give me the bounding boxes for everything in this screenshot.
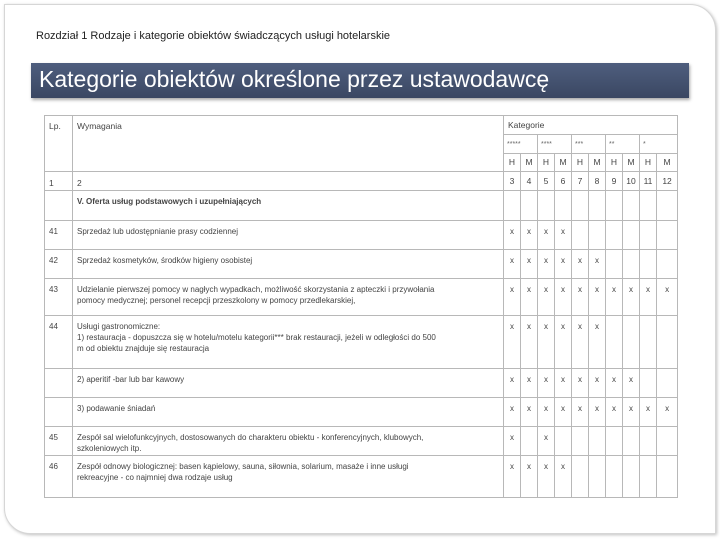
description-line: Udzielanie pierwszej pomocy w nagłych wypadkach, możliwość skorzystania z apteczki i przywołania [77, 285, 435, 294]
category-mark: x [572, 250, 589, 279]
table-row [45, 427, 678, 456]
description-line: 1) restauracja - dopuszcza się w hotelu/motelu kategorii*** brak restauracji, jeżeli w odległości do 500 [77, 333, 436, 342]
stars-4: **** [538, 135, 572, 154]
table-row [45, 456, 678, 498]
category-mark: x [657, 279, 678, 316]
section-heading: V. Oferta usług podstawowych i uzupełniających [73, 191, 504, 221]
title-banner [31, 63, 689, 98]
hm-cell: M [623, 154, 640, 172]
category-mark: x [504, 250, 521, 279]
category-mark: x [538, 279, 555, 316]
category-mark: x [521, 250, 538, 279]
row-lp: 41 [45, 221, 73, 250]
category-mark: x [504, 369, 521, 398]
row-lp [45, 369, 73, 398]
stars-3: *** [572, 135, 606, 154]
category-mark: x [657, 398, 678, 427]
row-lp: 43 [45, 279, 73, 316]
col-categories-header: Kategorie [504, 116, 678, 135]
category-mark: x [521, 456, 538, 498]
category-mark [606, 316, 623, 369]
category-mark [606, 456, 623, 498]
table-row [45, 279, 678, 316]
category-mark: x [555, 369, 572, 398]
stars-2: ** [606, 135, 640, 154]
category-mark [640, 456, 657, 498]
category-mark: x [623, 398, 640, 427]
category-mark: x [623, 279, 640, 316]
category-mark: x [589, 250, 606, 279]
description-line: 2) aperitif -bar lub bar kawowy [77, 375, 185, 384]
row-description [73, 456, 504, 498]
category-mark [623, 427, 640, 456]
category-mark: x [538, 369, 555, 398]
category-mark: x [504, 427, 521, 456]
index-cell: 1 [45, 172, 73, 191]
category-mark: x [640, 279, 657, 316]
category-mark: x [555, 456, 572, 498]
index-cell: 12 [657, 172, 678, 191]
category-mark: x [555, 221, 572, 250]
description-line: pomocy medycznej; personel recepcji przeszkolony w pomocy przedlekarskiej, [77, 296, 356, 305]
description-line: Usługi gastronomiczne: [77, 322, 161, 331]
hm-cell: H [606, 154, 623, 172]
row-description [73, 316, 504, 369]
description-line: Zespół odnowy biologicznej: basen kąpielowy, sauna, siłownia, solarium, masaże i inne usługi [77, 462, 409, 471]
description-line: Sprzedaż kosmetyków, środków higieny osobistej [77, 256, 253, 265]
hm-cell: M [555, 154, 572, 172]
hm-cell: H [572, 154, 589, 172]
category-mark [623, 250, 640, 279]
category-mark [623, 456, 640, 498]
col-lp-header: Lp. [45, 116, 73, 172]
category-mark [555, 427, 572, 456]
category-mark: x [589, 369, 606, 398]
category-mark [589, 221, 606, 250]
category-mark [657, 250, 678, 279]
row-description [73, 427, 504, 456]
table-row [45, 369, 678, 398]
row-lp: 46 [45, 456, 73, 498]
hm-cell: M [657, 154, 678, 172]
description-line: szkoleniowych itp. [77, 444, 142, 453]
category-mark [657, 221, 678, 250]
category-mark: x [555, 279, 572, 316]
row-lp [45, 398, 73, 427]
category-mark: x [572, 369, 589, 398]
category-mark [521, 427, 538, 456]
category-mark: x [589, 316, 606, 369]
row-description [73, 398, 504, 427]
col-requirements-header: Wymagania [73, 116, 504, 172]
category-mark [606, 221, 623, 250]
index-cell: 3 [504, 172, 521, 191]
row-description [73, 279, 504, 316]
description-line: rekreacyjne - co najmniej dwa rodzaje usług [77, 473, 233, 482]
category-mark: x [504, 279, 521, 316]
category-mark: x [555, 398, 572, 427]
category-mark: x [521, 398, 538, 427]
index-cell: 10 [623, 172, 640, 191]
category-mark [657, 316, 678, 369]
category-mark [623, 316, 640, 369]
category-mark: x [538, 221, 555, 250]
category-mark: x [521, 316, 538, 369]
requirements-table [44, 115, 678, 498]
index-cell: 6 [555, 172, 572, 191]
category-mark: x [538, 427, 555, 456]
hm-cell: M [521, 154, 538, 172]
row-lp: 42 [45, 250, 73, 279]
category-mark: x [538, 398, 555, 427]
category-mark [606, 427, 623, 456]
slide-title: Kategorie obiektów określone przez ustawodawcę [39, 66, 550, 92]
category-mark: x [572, 316, 589, 369]
category-mark [657, 427, 678, 456]
category-mark: x [589, 398, 606, 427]
category-mark [640, 250, 657, 279]
section-lp [45, 191, 73, 221]
category-mark: x [521, 279, 538, 316]
row-lp: 45 [45, 427, 73, 456]
index-cell: 5 [538, 172, 555, 191]
table-row [45, 316, 678, 369]
category-mark [589, 456, 606, 498]
category-mark: x [623, 369, 640, 398]
category-mark [623, 221, 640, 250]
category-mark [589, 427, 606, 456]
row-description [73, 369, 504, 398]
table-row [45, 398, 678, 427]
category-mark: x [589, 279, 606, 316]
category-mark: x [504, 456, 521, 498]
category-mark: x [606, 398, 623, 427]
category-mark [640, 221, 657, 250]
index-cell: 2 [73, 172, 504, 191]
category-mark: x [538, 316, 555, 369]
description-line: Zespół sal wielofunkcyjnych, dostosowanych do charakteru obiektu - konferencyjnych, klubowych, [77, 433, 424, 442]
stars-1: * [640, 135, 678, 154]
hm-cell: H [640, 154, 657, 172]
category-mark: x [504, 398, 521, 427]
table-row [45, 250, 678, 279]
category-mark: x [606, 369, 623, 398]
description-line: Sprzedaż lub udostępnianie prasy codziennej [77, 227, 238, 236]
category-mark [572, 456, 589, 498]
category-mark: x [521, 221, 538, 250]
row-description [73, 250, 504, 279]
category-mark [640, 369, 657, 398]
category-mark [657, 369, 678, 398]
category-mark [572, 427, 589, 456]
category-mark: x [538, 250, 555, 279]
index-cell: 7 [572, 172, 589, 191]
description-line: 3) podawanie śniadań [77, 404, 156, 413]
category-mark: x [606, 279, 623, 316]
category-mark: x [555, 316, 572, 369]
category-mark: x [572, 398, 589, 427]
category-mark: x [538, 456, 555, 498]
table-row [45, 221, 678, 250]
index-cell: 4 [521, 172, 538, 191]
index-cell: 8 [589, 172, 606, 191]
category-mark [640, 316, 657, 369]
category-mark: x [504, 316, 521, 369]
hm-cell: H [504, 154, 521, 172]
row-lp: 44 [45, 316, 73, 369]
category-mark: x [572, 279, 589, 316]
category-mark: x [521, 369, 538, 398]
row-description [73, 221, 504, 250]
category-mark: x [640, 398, 657, 427]
category-mark [606, 250, 623, 279]
hm-cell: M [589, 154, 606, 172]
index-cell: 11 [640, 172, 657, 191]
category-mark: x [555, 250, 572, 279]
category-mark [640, 427, 657, 456]
hm-cell: H [538, 154, 555, 172]
category-mark: x [504, 221, 521, 250]
index-cell: 9 [606, 172, 623, 191]
category-mark [572, 221, 589, 250]
description-line: m od obiektu znajduje się restauracja [77, 344, 210, 353]
chapter-heading: Rozdział 1 Rodzaje i kategorie obiektów świadczących usługi hotelarskie [36, 30, 391, 42]
stars-5: ***** [504, 135, 538, 154]
category-mark [657, 456, 678, 498]
